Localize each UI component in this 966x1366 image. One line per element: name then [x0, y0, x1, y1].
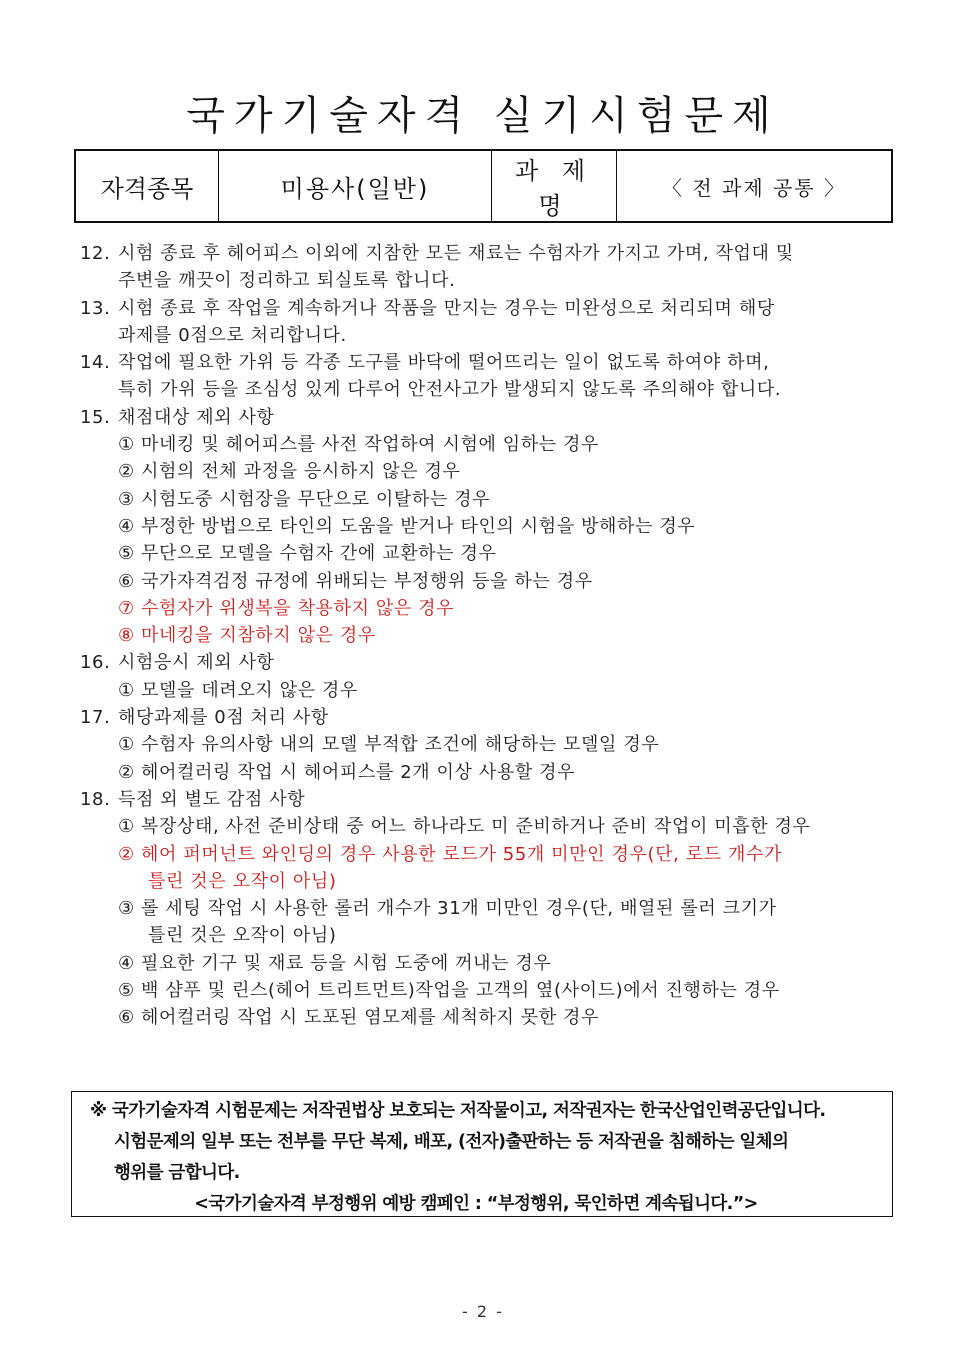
item-text: 작업에 필요한 가위 등 각종 도구를 바닥에 떨어뜨리는 일이 없도록 하여야 하며,: [118, 352, 770, 374]
notice-line: 행위를 금합니다.: [114, 1163, 240, 1183]
list-item: [80, 240, 900, 295]
item-number: 14.: [80, 352, 111, 374]
item-text: 해당과제를 0점 처리 사항: [118, 707, 329, 729]
qualification-value: 미용사(일반): [219, 150, 492, 222]
item-number: 16.: [80, 652, 111, 674]
item-number: 18.: [80, 788, 111, 810]
sub-item: ⑥ 국가자격검정 규정에 위배되는 부정행위 등을 하는 경우: [118, 570, 593, 592]
sub-item: ④ 부정한 방법으로 타인의 도움을 받거나 타인의 시험을 방해하는 경우: [118, 515, 696, 537]
sub-item: ④ 필요한 기구 및 재료 등을 시험 도중에 꺼내는 경우: [118, 952, 552, 974]
item-number: 15.: [80, 406, 111, 428]
sub-item: ③ 시험도중 시험장을 무단으로 이탈하는 경우: [118, 488, 491, 510]
item-text: 시험 종료 후 헤어피스 이외에 지참한 모든 재료는 수험자가 가지고 가며, 작업대 및: [118, 243, 794, 264]
page-number: - 2 -: [462, 1302, 504, 1321]
item-number: 13.: [80, 297, 111, 319]
list-item: [80, 404, 900, 650]
list-item: [80, 786, 900, 1032]
list-item: [80, 295, 900, 350]
list-item: [80, 649, 900, 704]
sub-item: ② 시험의 전체 과정을 응시하지 않은 경우: [118, 461, 461, 483]
sub-item: ⑥ 헤어컬러링 작업 시 도포된 염모제를 세척하지 못한 경우: [118, 1007, 600, 1029]
notice-line: ※ 국가기술자격 시험문제는 저작권법상 보호되는 저작물이고, 저작권자는 한국산업인력공단입니다.: [90, 1101, 826, 1121]
sub-item: ① 수험자 유의사항 내의 모델 부적합 조건에 해당하는 모델일 경우: [118, 734, 660, 756]
item-text: 주변을 깨끗이 정리하고 퇴실토록 합니다.: [118, 270, 456, 292]
qualification-label: 자격종목: [75, 150, 219, 222]
sub-item: ① 모델을 데려오지 않은 경우: [118, 679, 358, 701]
task-name-value: 〈 전 과제 공통 〉: [617, 150, 893, 222]
exam-info-table: [74, 149, 893, 223]
sub-item-highlighted-cont: 틀린 것은 오작이 아님): [148, 870, 337, 892]
item-text: 시험 종료 후 작업을 계속하거나 작품을 만지는 경우는 미완성으로 처리되며 해당: [118, 297, 775, 319]
item-number: 17.: [80, 707, 111, 729]
sub-item-highlighted: ⑧ 마네킹을 지참하지 않은 경우: [118, 625, 376, 647]
instructions-list: [80, 240, 900, 1032]
item-text: 득점 외 별도 감점 사항: [118, 788, 306, 810]
sub-item: ⑤ 백 샴푸 및 린스(헤어 트리트먼트)작업을 고객의 옆(사이드)에서 진행하는 경우: [118, 980, 780, 1002]
item-number: 12.: [80, 243, 111, 264]
sub-item-highlighted: ② 헤어 퍼머넌트 와인딩의 경우 사용한 로드가 55개 미만인 경우(단, 로드 개수가: [118, 843, 782, 865]
sub-item: ⑤ 무단으로 모델을 수험자 간에 교환하는 경우: [118, 543, 497, 565]
sub-item: ① 복장상태, 사전 준비상태 중 어느 하나라도 미 준비하거나 준비 작업이 미흡한 경우: [118, 816, 811, 838]
sub-item: ③ 롤 세팅 작업 시 사용한 롤러 개수가 31개 미만인 경우(단, 배열된 롤러 크기가: [118, 898, 777, 920]
item-text: 과제를 0점으로 처리합니다.: [118, 324, 347, 346]
sub-item: ① 마네킹 및 헤어피스를 사전 작업하여 시험에 임하는 경우: [118, 434, 600, 456]
sub-item-highlighted: ⑦ 수험자가 위생복을 착용하지 않은 경우: [118, 597, 455, 619]
sub-item-cont: 틀린 것은 오작이 아님): [148, 925, 337, 947]
sub-item: ② 헤어컬러링 작업 시 헤어피스를 2개 이상 사용할 경우: [118, 761, 576, 783]
task-name-label: 과 제 명: [492, 150, 617, 222]
item-text: 특히 가위 등을 조심성 있게 다루어 안전사고가 발생되지 않도록 주의해야 합니다.: [118, 379, 782, 401]
list-item: [80, 349, 900, 404]
copyright-notice: [71, 1091, 893, 1217]
list-item: [80, 704, 900, 786]
page-title: 국가기술자격 실기시험문제: [186, 93, 780, 139]
campaign-slogan: <국가기술자격 부정행위 예방 캠페인 : “부정행위, 묵인하면 계속됩니다.”>: [194, 1194, 758, 1214]
item-text: 시험응시 제외 사항: [118, 652, 275, 674]
notice-line: 시험문제의 일부 또는 전부를 무단 복제, 배포, (전자)출판하는 등 저작권을 침해하는 일체의: [114, 1132, 789, 1152]
item-text: 채점대상 제외 사항: [118, 406, 275, 428]
